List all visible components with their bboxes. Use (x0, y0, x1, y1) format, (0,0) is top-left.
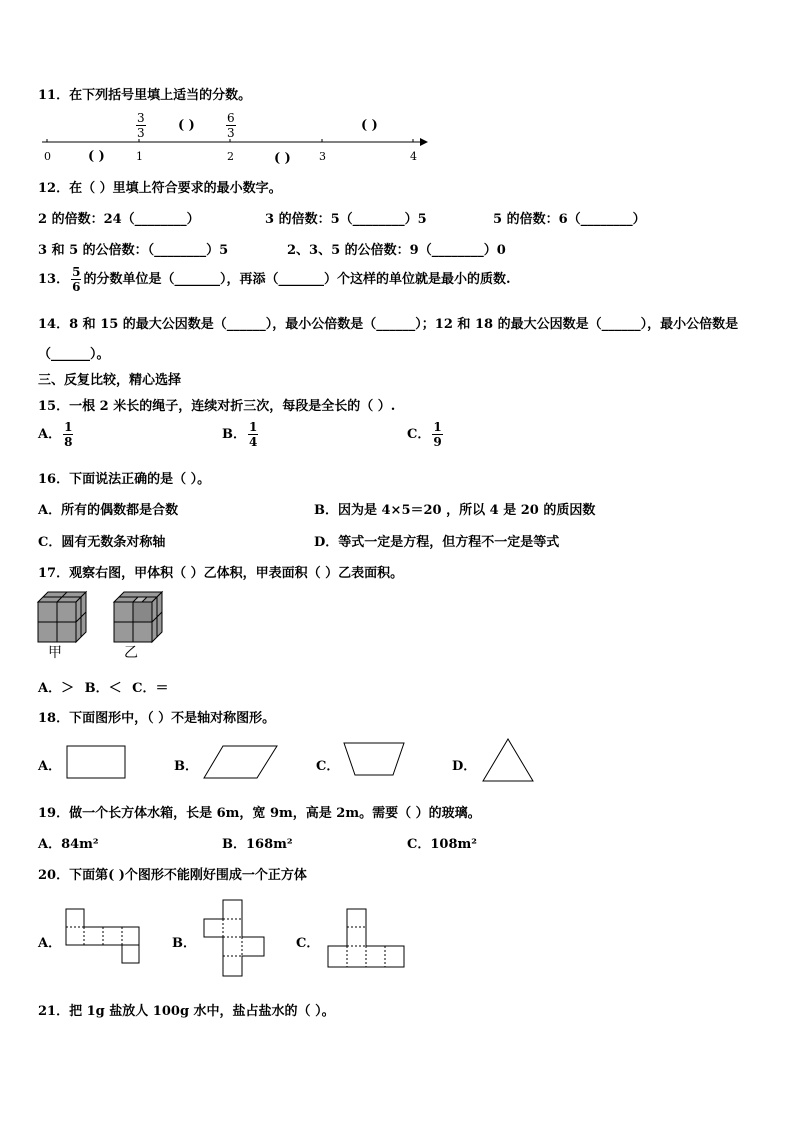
q20-label-b[interactable]: B． (172, 936, 196, 951)
q16-text: 16．下面说法正确的是（ ）。 (38, 472, 211, 487)
q15-text: 15．一根 2 米长的绳子，连续对折三次，每段是全长的（ ）. (38, 399, 396, 414)
q13 (38, 266, 510, 293)
q12-text: 12．在（ ）里填上符合要求的最小数字。 (38, 181, 282, 196)
frac-num: 1 (64, 420, 73, 434)
q16-option-c[interactable]: C．圆有无数条对称轴 (38, 535, 166, 550)
option-label: A． (38, 427, 62, 442)
q15-option-b[interactable] (222, 421, 260, 448)
q15-option-a[interactable] (38, 421, 75, 448)
frac-den: 3 (137, 126, 145, 140)
q14-line1: 14．8 和 15 的最大公因数是（______），最小公倍数是（______）；12 和 18 的最大公因数是（______），最小公倍数是 (38, 317, 739, 332)
q17-text: 17．观察右图，甲体积（ ）乙体积，甲表面积（ ）乙表面积。 (38, 566, 404, 581)
frac-num: 5 (72, 265, 81, 279)
frac-den: 4 (249, 435, 258, 449)
section-title: 三、反复比较，精心选择 (38, 373, 182, 388)
q12-row2-a: 3 和 5 的公倍数：（________）5 (38, 243, 229, 258)
frac-num: 1 (249, 420, 258, 434)
cube-figure-yi (112, 590, 168, 646)
trapezoid-shape[interactable] (343, 742, 407, 778)
frac-den: 9 (433, 435, 442, 449)
q18-text: 18．下面图形中，（ ）不是轴对称图形。 (38, 711, 276, 726)
q18-label-c[interactable]: C． (316, 759, 340, 774)
q18-label-d[interactable]: D． (452, 759, 477, 774)
q12-row1-c: 5 的倍数：6（________） (493, 212, 646, 227)
q15-option-c[interactable] (407, 421, 445, 448)
option-label: B． (222, 427, 246, 442)
q16-option-b[interactable]: B．因为是 4×5＝20 ，所以 4 是 20 的质因数 (314, 503, 596, 518)
tick-2: 2 (227, 150, 234, 163)
option-label: C． (407, 427, 431, 442)
frac-num: 1 (433, 420, 442, 434)
fraction-6-3 (224, 112, 238, 139)
q19-text: 19．做一个长方体水箱，长是 6m，宽 9m，高是 2m。需要（ ）的玻璃。 (38, 806, 481, 821)
q18-label-a[interactable]: A． (38, 759, 62, 774)
triangle-shape[interactable] (481, 738, 537, 784)
label-yi: 乙 (124, 645, 138, 661)
q21-text: 21．把 1g 盐放人 100g 水中，盐占盐水的（ ）。 (38, 1004, 335, 1019)
frac-den: 6 (72, 280, 81, 294)
q19-option-a[interactable]: A．84m² (38, 837, 99, 852)
frac-den: 8 (64, 435, 73, 449)
q18-label-b[interactable]: B． (174, 759, 198, 774)
q13-fraction (71, 266, 81, 293)
q12-row1-a: 2 的倍数：24（________） (38, 212, 200, 227)
cube-figure-jia (36, 590, 92, 646)
cube-net-a[interactable] (64, 907, 144, 967)
frac-den: 3 (227, 126, 235, 140)
blank-above-1[interactable]: ( ) (178, 118, 195, 133)
q20-text: 20．下面第( )个图形不能刚好围成一个正方体 (38, 868, 307, 883)
label-jia: 甲 (48, 645, 62, 661)
blank-above-2[interactable]: ( ) (361, 118, 378, 133)
tick-3: 3 (319, 150, 326, 163)
q20-label-a[interactable]: A． (38, 936, 62, 951)
q19-option-c[interactable]: C．108m² (407, 837, 477, 852)
frac-num: 6 (227, 111, 235, 125)
parallelogram-shape[interactable] (203, 745, 279, 781)
number-line (0, 0, 794, 200)
cube-net-c[interactable] (326, 907, 408, 971)
q16-option-a[interactable]: A．所有的偶数都是合数 (38, 503, 179, 518)
tick-1: 1 (136, 150, 143, 163)
tick-0: 0 (44, 150, 51, 163)
tick-4: 4 (410, 150, 417, 163)
q14-line2: （______）。 (38, 347, 110, 362)
blank-below-1[interactable]: ( ) (88, 149, 105, 164)
blank-below-2[interactable]: ( ) (274, 151, 291, 166)
q13-prefix: 13． (38, 272, 70, 287)
rectangle-shape[interactable] (66, 745, 128, 781)
q16-option-d[interactable]: D．等式一定是方程，但方程不一定是等式 (314, 535, 560, 550)
q17-options[interactable]: A．＞ B．＜ C．＝ (38, 681, 169, 696)
cube-net-b[interactable] (202, 898, 268, 980)
frac-num: 3 (137, 111, 145, 125)
q20-label-c[interactable]: C． (296, 936, 320, 951)
q12-row2-b: 2、3、5 的公倍数：9（________）0 (287, 243, 506, 258)
q19-option-b[interactable]: B．168m² (222, 837, 293, 852)
q11-text: 11．在下列括号里填上适当的分数。 (38, 88, 252, 103)
q13-text: 的分数单位是（_______），再添（_______）个这样的单位就是最小的质数. (83, 272, 511, 287)
fraction-3-3 (134, 112, 148, 139)
q12-row1-b: 3 的倍数：5（________）5 (265, 212, 427, 227)
